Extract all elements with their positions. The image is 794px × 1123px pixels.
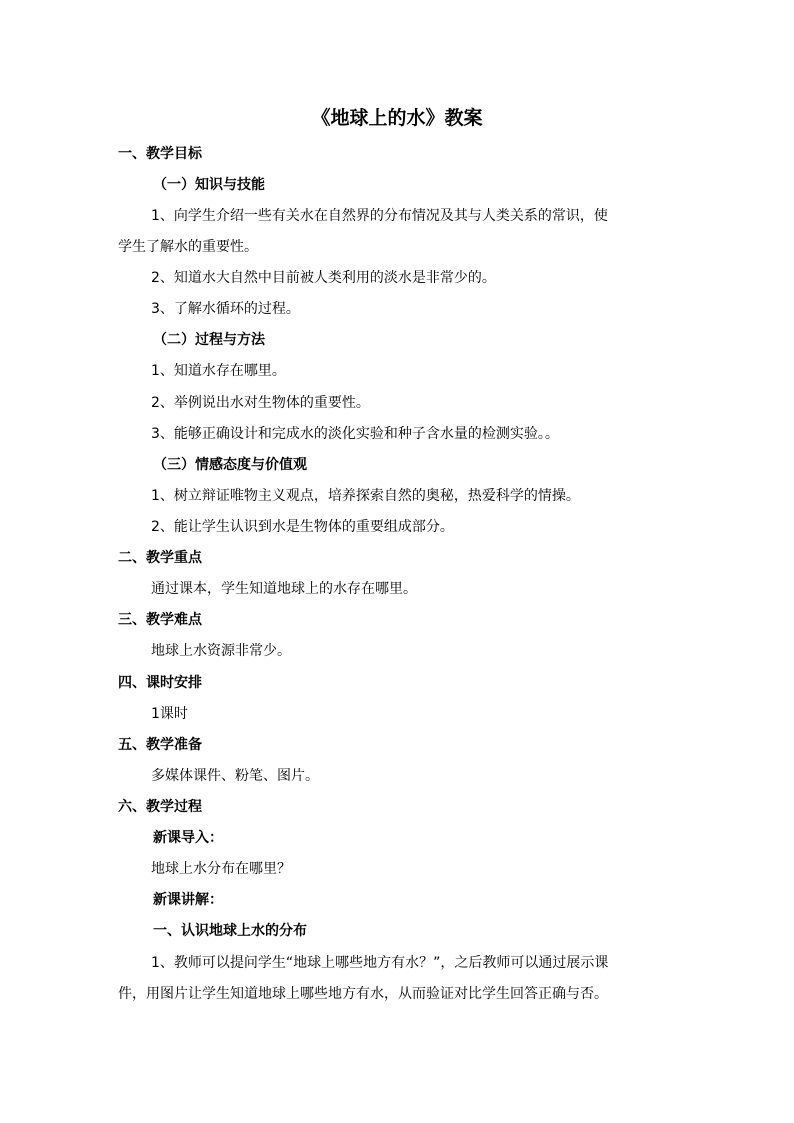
paragraph-key-points: 通过课本，学生知道地球上的水存在哪里。 bbox=[151, 581, 417, 597]
paragraph-knowledge-2: 2、知道水大自然中目前被人类利用的淡水是非常少的。 bbox=[151, 270, 496, 286]
paragraph-knowledge-1-cont: 学生了解水的重要性。 bbox=[118, 239, 258, 255]
paragraph-knowledge-1: 1、向学生介绍一些有关水在自然界的分布情况及其与人类关系的常识，使 bbox=[151, 208, 608, 224]
section-heading-schedule: 四、课时安排 bbox=[118, 675, 202, 691]
paragraph-preparation: 多媒体课件、粉笔、图片。 bbox=[151, 768, 319, 784]
document-title: 《地球上的水》教案 bbox=[311, 107, 483, 129]
paragraph-distribution-1: 1、教师可以提问学生“地球上哪些地方有水？”，之后教师可以通过展示课 bbox=[151, 955, 609, 971]
label-lesson-intro: 新课导入： bbox=[153, 830, 223, 846]
section-heading-preparation: 五、教学准备 bbox=[118, 737, 202, 753]
subheading-attitude-values: （三）情感态度与价值观 bbox=[153, 457, 307, 473]
paragraph-schedule: 1课时 bbox=[151, 706, 188, 722]
section-heading-process: 六、教学过程 bbox=[118, 799, 202, 815]
section-heading-key-points: 二、教学重点 bbox=[118, 550, 202, 566]
paragraph-method-3: 3、能够正确设计和完成水的淡化实验和种子含水量的检测实验。。 bbox=[151, 426, 559, 442]
paragraph-method-1: 1、知道水存在哪里。 bbox=[151, 363, 286, 379]
section-heading-objectives: 一、教学目标 bbox=[118, 146, 202, 162]
paragraph-method-2: 2、举例说出水对生物体的重要性。 bbox=[151, 395, 370, 411]
paragraph-distribution-1-cont: 件，用图片让学生知道地球上哪些地方有水，从而验证对比学生回答正确与否。 bbox=[118, 986, 608, 1002]
paragraph-attitude-1: 1、树立辩证唯物主义观点，培养探索自然的奥秘，热爱科学的情操。 bbox=[151, 488, 580, 504]
section-heading-difficulties: 三、教学难点 bbox=[118, 612, 202, 628]
label-lesson-lecture: 新课讲解： bbox=[153, 892, 223, 908]
paragraph-difficulties: 地球上水资源非常少。 bbox=[151, 643, 291, 659]
paragraph-attitude-2: 2、能让学生认识到水是生物体的重要组成部分。 bbox=[151, 519, 454, 535]
subheading-process-method: （二）过程与方法 bbox=[153, 332, 265, 348]
subheading-water-distribution: 一、认识地球上水的分布 bbox=[153, 923, 307, 939]
paragraph-knowledge-3: 3、了解水循环的过程。 bbox=[151, 301, 300, 317]
subheading-knowledge-skills: （一）知识与技能 bbox=[153, 177, 265, 193]
paragraph-lesson-intro: 地球上水分布在哪里？ bbox=[151, 861, 291, 877]
